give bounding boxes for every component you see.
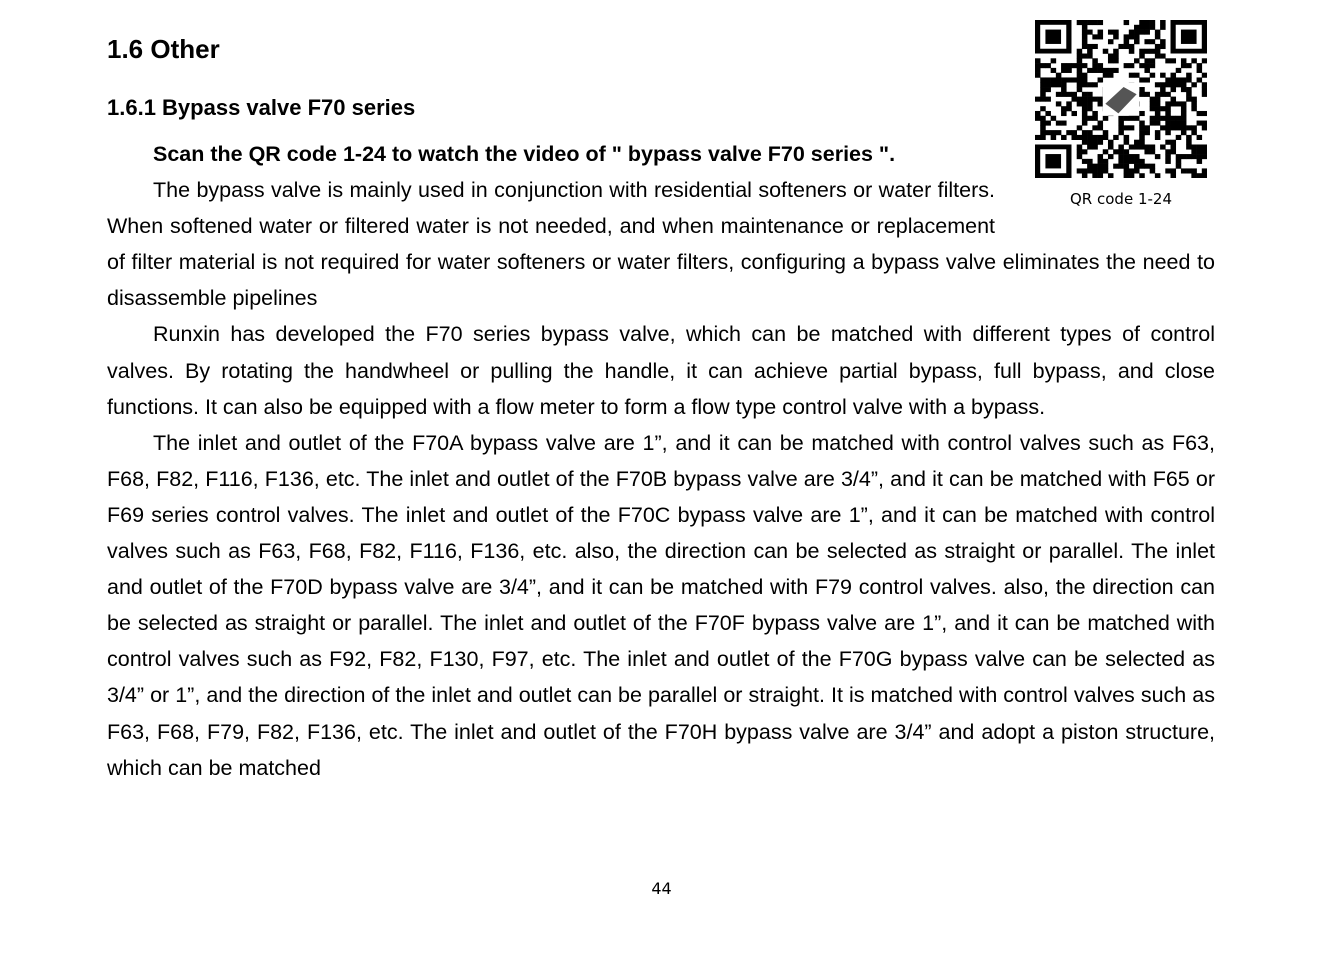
paragraph-model-specs: The inlet and outlet of the F70A bypass valve are 1”, and it can be matched with control valves such as F63, F68, F82, F116, F136, etc. The inlet and outlet of the F70B bypass valve are 3/4”, and it can be matched with F65 or F69 series control valves. The inlet and outlet of the F70C bypass valve are 1”, and it can be matched with control valves such as F63, F68, F82, F116, F136, etc. also, the direction can be selected as straight or parallel. The inlet and outlet of the F70D bypass valve are 3/4”, and it can be matched with F79 control valves. also, the direction can be selected as straight or parallel. The inlet and outlet of the F70F bypass valve are 1”, and it can be matched with control valves such as F92, F82, F130, F97, etc. The inlet and outlet of the F70G bypass valve can be selected as 3/4” or 1”, and the direction of the inlet and outlet can be parallel or straight. It is matched with control valves such as F63, F68, F79, F82, F136, etc. The inlet and outlet of the F70H bypass valve are 3/4” and adopt a piston structure, which can be matched [107,430,1215,780]
section-title: 1.6 Other [107,34,220,64]
page-number: 44 [651,879,672,898]
qr-caption: QR code 1-24 [1070,190,1172,208]
body-text [107,136,1215,786]
subsection-title: 1.6.1 Bypass valve F70 series [107,95,416,120]
paragraph-runxin-development: Runxin has developed the F70 series bypass valve, which can be matched with different types of control valves. By rotating the handwheel or pulling the handle, it can achieve partial bypass, full bypass, and close functions. It can also be equipped with a flow meter to form a flow type control valve with a bypass. [107,322,1215,419]
qr-instruction-paragraph: Scan the QR code 1-24 to watch the video of " bypass valve F70 series ". [153,142,896,166]
qr-text-wrap-spacer [995,136,1215,216]
paragraph-bypass-usage: The bypass valve is mainly used in conjunction with residential softeners or water filters. When softened water or filtered water is not needed, and when maintenance or replacement of filter material is not required for water softeners or water filters, configuring a bypass valve eliminates the need to disassemble pipelines [107,178,1215,311]
